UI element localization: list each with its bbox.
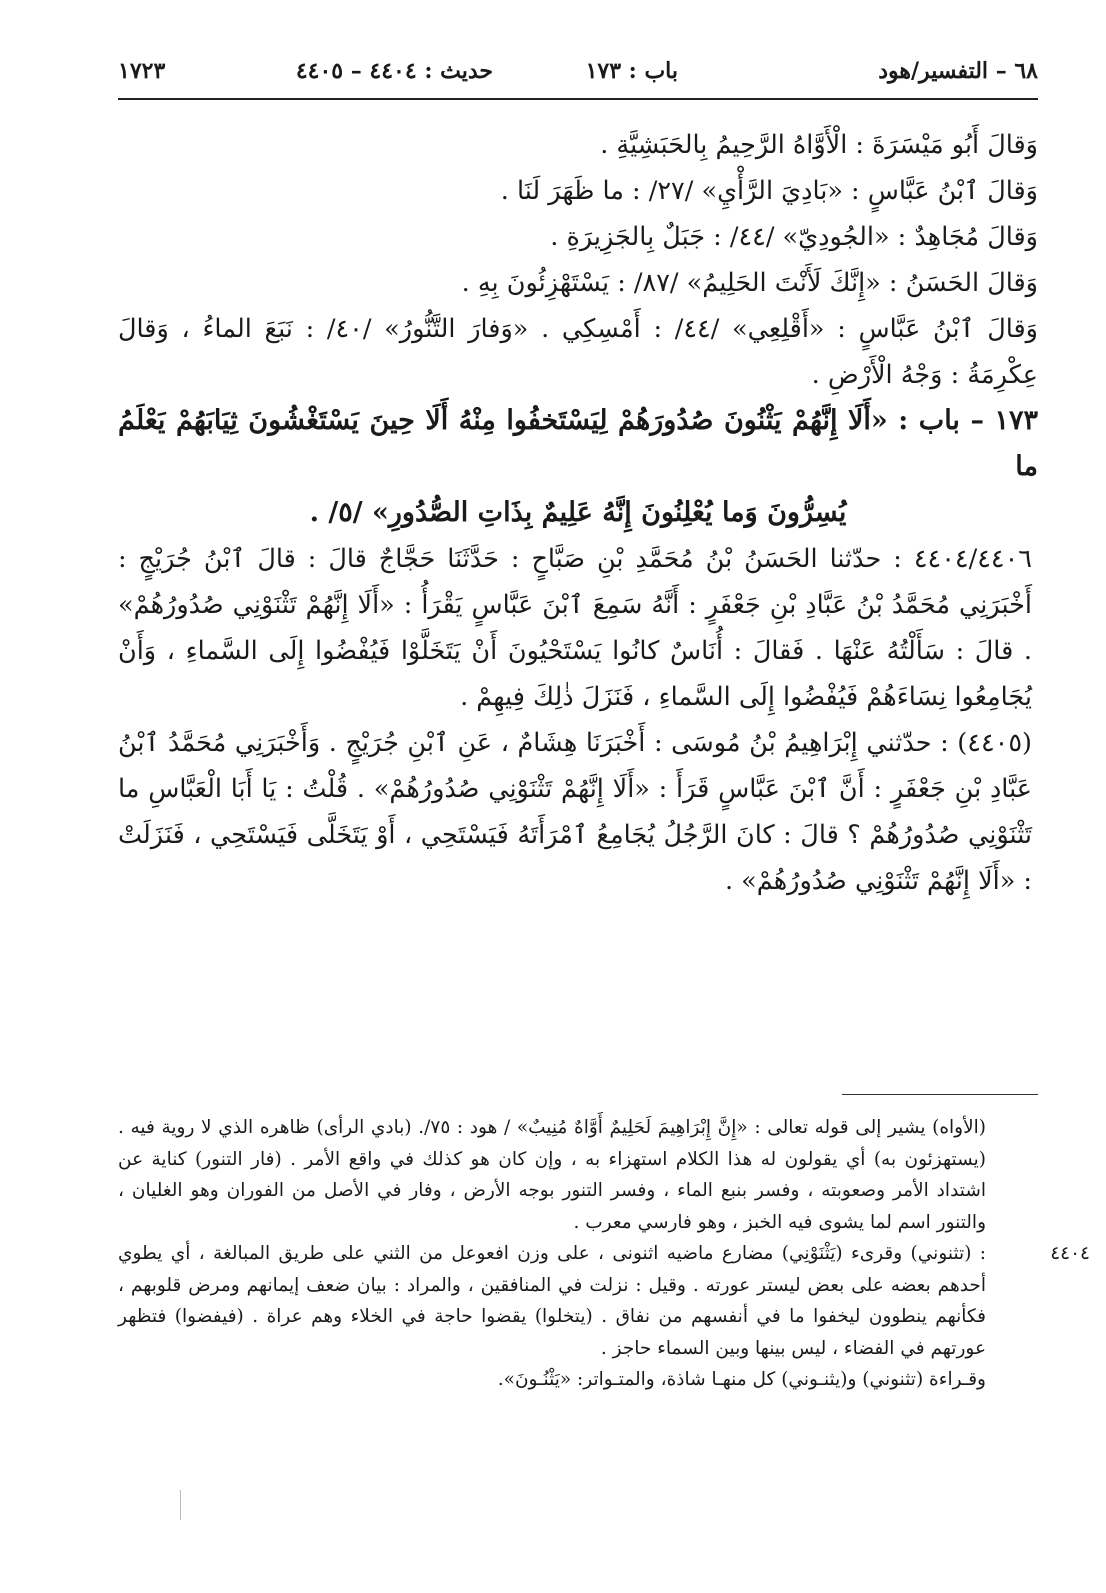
footnote-2 xyxy=(118,1238,1090,1364)
page-number: ١٧٢٣ xyxy=(118,58,166,84)
footnote-3: وقـراءة (تثنوني) و(يثنـوني) كل منهـا شاذة، والمتـواتر: «يَثْنُـونَ». xyxy=(497,1369,986,1390)
margin-mark xyxy=(180,1490,181,1520)
bab-heading-title: ١٧٣ – باب : «أَلَا إِنَّهُمْ يَثْنُونَ صُدُورَهُمْ لِيَسْتَخفُوا مِنْهُ أَلَا حِينَ يَسْتَغْشُونَ ثِيَابَهُمْ يَعْلَمُ ما xyxy=(118,405,1038,482)
bab-heading xyxy=(118,398,1038,536)
running-header xyxy=(118,52,1038,96)
header-divider xyxy=(118,98,1038,100)
hadith-4404: ٤٤٠٤/٤٤٠٦ : حدّثنا الحَسَنُ بْنُ مُحَمَّدِ بْنِ صَبَّاحٍ : حَدَّثَنَا حَجَّاجٌ قالَ : قالَ ٱبْنُ جُرَيْجٍ : أَخْبَرَنِي مُحَمَّدُ بْنُ عَبَّادِ بْنِ جَعْفَرٍ : أَنَّهُ سَمِعَ ٱبْنَ عَبَّاسٍ يَقْرَأُ : «أَلَا إِنَّهُمْ تَثْنَوْنِي صُدُورُهُمْ» . قالَ : سَأَلْتُهُ عَنْهَا . فَقالَ : أُنَاسٌ كانُوا يَسْتَحْيُونَ أَنْ يَتَخَلَّوْا فَيُفْضُوا إِلَى السَّماءِ ، وَأَنْ يُجَامِعُوا نِسَاءَهُمْ فَيُفْضُوا إِلَى السَّماءِ ، فَنَزَلَ ذٰلِكَ فِيهِمْ . xyxy=(118,544,1032,712)
footnote-2-number: ٤٤٠٤ xyxy=(1050,1243,1090,1264)
text-line: وَقالَ ٱبْنُ عَبَّاسٍ : «بَادِيَ الرَّأْيِ» /٢٧/ : ما ظَهَرَ لَنَا . xyxy=(500,176,1038,206)
footnote-divider xyxy=(842,1094,1038,1095)
main-text xyxy=(118,122,1038,904)
text-line: وَقالَ ٱبْنُ عَبَّاسٍ : «أَقْلِعِي» /٤٤/ : أَمْسِكِي . «وَفارَ التَّنُّورُ» /٤٠/ : نَبَعَ الماءُ ، وَقالَ عِكْرِمَةُ : وَجْهُ الْأَرْضِ . xyxy=(118,314,1038,390)
footnote-2-text: : (تثنوني) وقرىء (يَثْنَوْنِي) مضارع ماضيه اثنونى ، على وزن افعوعل من الثني على طريق المبالغة ، أي يطوي أحدهم بعضه على بعض ليستر عورته . وقيل : نزلت في المنافقين ، والمراد : بيان ضعف إيمانهم ومرض قلوبهم ، فكأنهم ينطوون ليخفوا ما في أنفسهم من نفاق . (يتخلوا) يقضوا حاجة في الخلاء وهم عراة . (فيفضوا) فتظهر عورتهم في الفضاء ، ليس بينها وبين السماء حاجز . xyxy=(118,1243,986,1359)
footnote-1: (الأواه) يشير إلى قوله تعالى : «إِنَّ إِبْرَاهِيمَ لَحَلِيمٌ أَوَّاهٌ مُنِيبٌ» / هود : ٧٥/. (بادي الرأى) ظاهره الذي لا روية فيه . (يستهزئون به) أي يقولون له هذا الكلام استهزاء به ، وإن كان هو كذلك في واقع الأمر . (فار التنور) كناية عن اشتداد الأمر وصعوبته ، وفسر بنبع الماء ، وفسر التنور بوجه الأرض ، وفار في الأصل من الفوران وهو الغليان ، والتنور اسم لما يشوى فيه الخبز ، وهو فارسي معرب . xyxy=(118,1117,986,1233)
footnotes xyxy=(118,1112,1090,1396)
hadith-4405: (٤٤٠٥) : حدّثني إِبْرَاهِيمُ بْنُ مُوسَى : أَخْبَرَنَا هِشَامٌ ، عَنِ ٱبْنِ جُرَيْجٍ . وَأَخْبَرَنِي مُحَمَّدُ ٱبْنُ عَبَّادِ بْنِ جَعْفَرٍ : أَنَّ ٱبْنَ عَبَّاسٍ قَرَأَ : «أَلَا إِنَّهُمْ تَثْنَوْنِي صُدُورُهُمْ» . قُلْتُ : يَا أَبَا الْعَبَّاسِ ما تَثْنَوْنِي صُدُورُهُمْ ؟ قالَ : كانَ الرَّجُلُ يُجَامِعُ ٱمْرَأَتَهُ فَيَسْتَحِي ، أَوْ يَتَخَلَّى فَيَسْتَحِي ، فَنَزَلَتْ : «أَلَا إِنَّهُمْ تَثْنَوْنِي صُدُورُهُمْ» . xyxy=(118,728,1032,896)
text-line: وَقالَ الحَسَنُ : «إِنَّكَ لَأَنْتَ الحَلِيمُ» /٨٧/ : يَسْتَهْزِئُونَ بِهِ . xyxy=(461,268,1038,298)
text-line: وَقالَ مُجَاهِدٌ : «الجُودِيّ» /٤٤/ : جَبَلٌ بِالجَزِيرَةِ . xyxy=(550,222,1038,252)
text-line: وَقالَ أَبُو مَيْسَرَةَ : الْأَوَّاهُ الرَّحِيمُ بِالحَبَشِيَّةِ . xyxy=(600,130,1038,160)
header-chapter: ٦٨ – التفسير/هود xyxy=(878,58,1038,84)
header-hadith-range: حديث : ٤٤٠٤ – ٤٤٠٥ xyxy=(295,58,493,84)
header-bab: باب : ١٧٣ xyxy=(585,58,678,84)
bab-heading-continuation: يُسِرُّونَ وَما يُعْلِنُونَ إِنَّهُ عَلِيمٌ بِذَاتِ الصُّدُورِ» /٥/ . xyxy=(309,497,847,528)
